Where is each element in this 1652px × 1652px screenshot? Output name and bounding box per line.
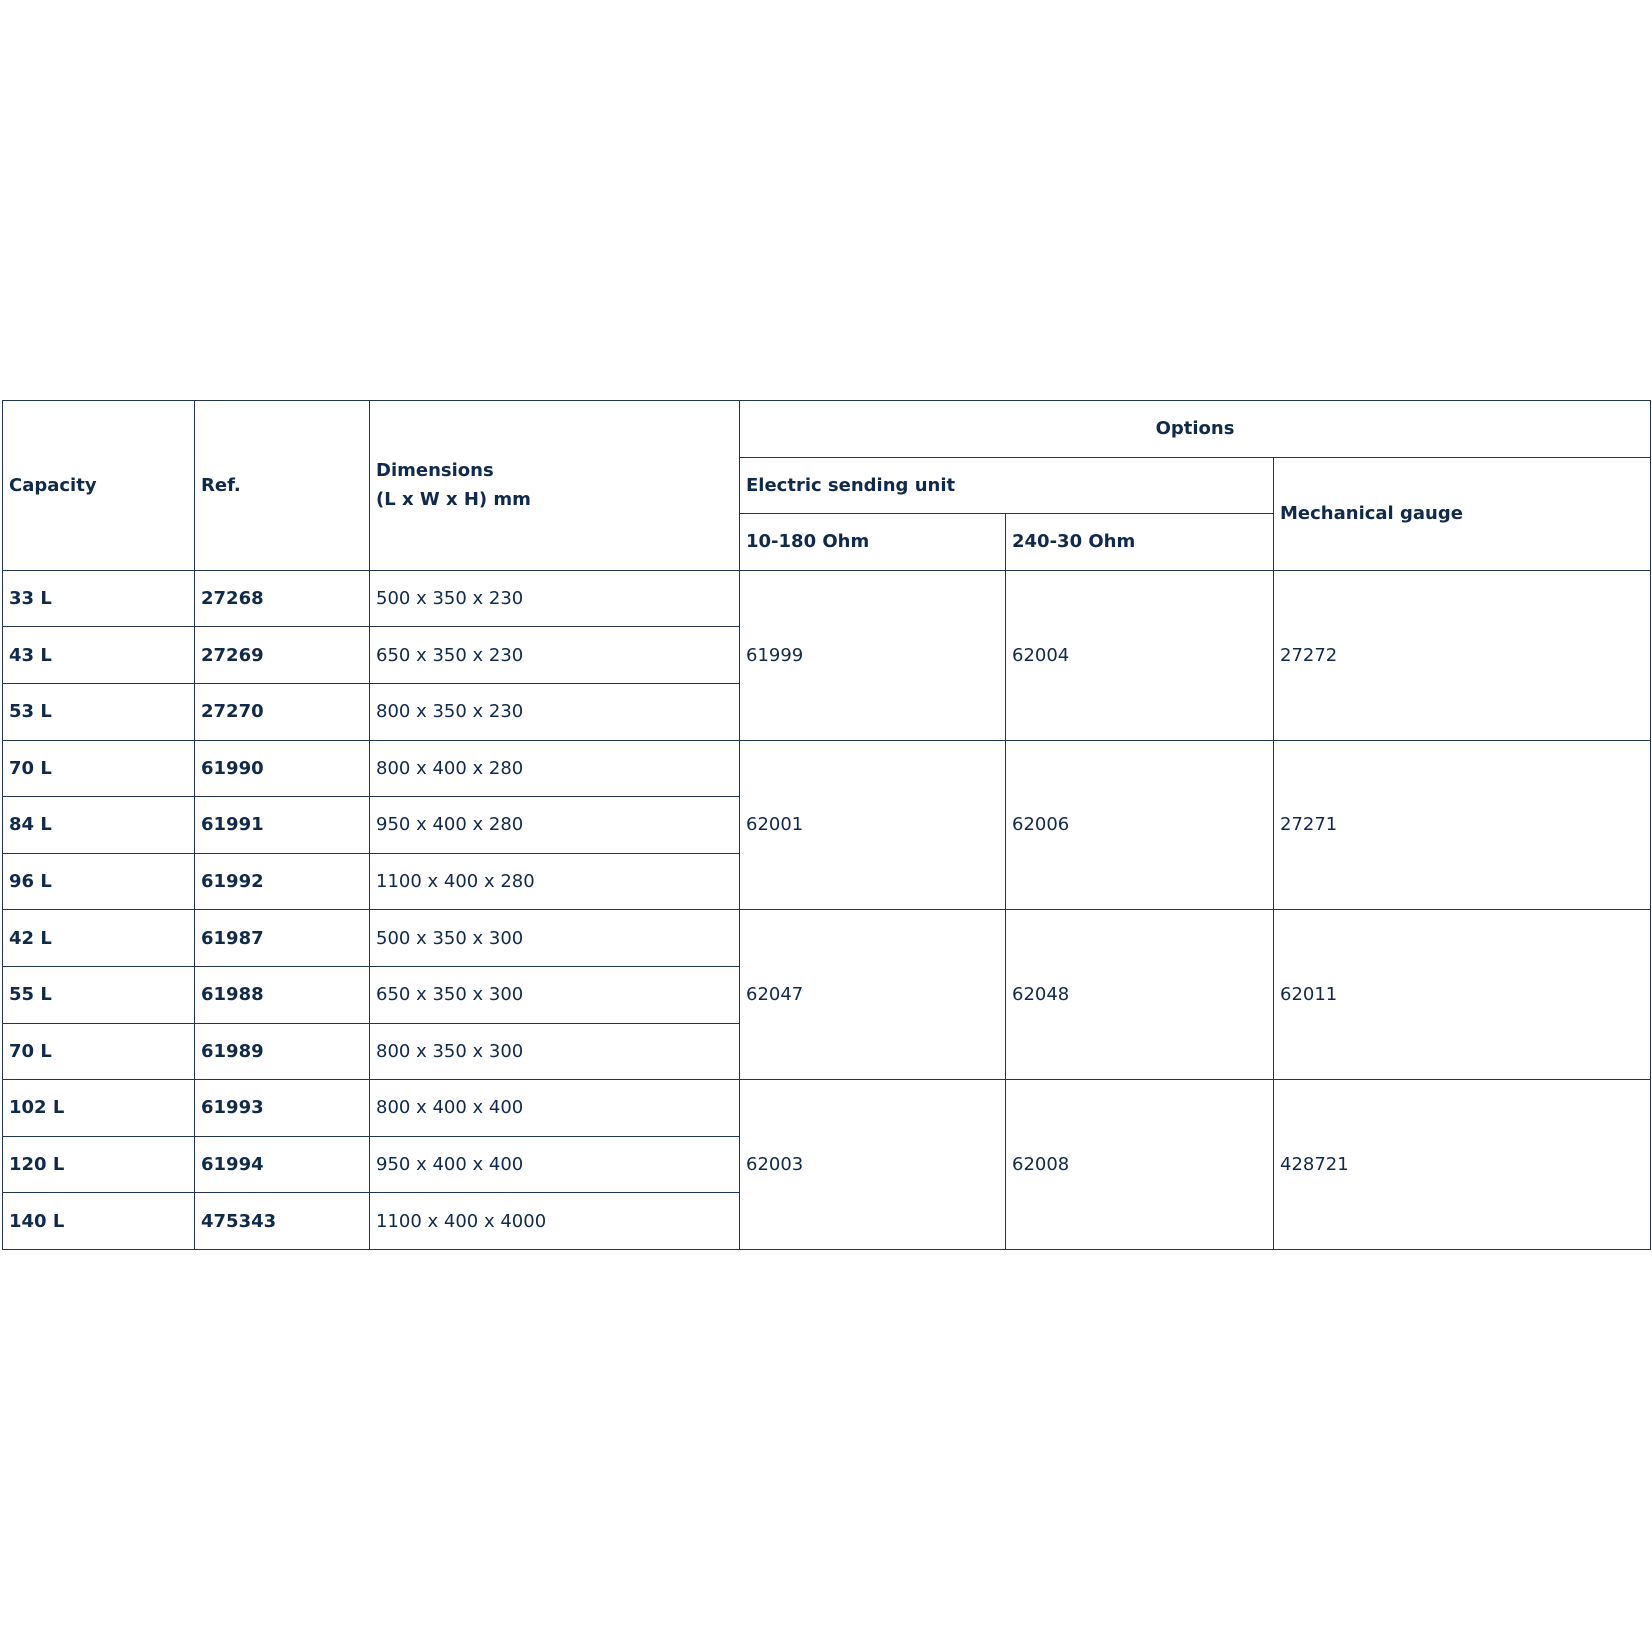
header-electric-sending-unit: Electric sending unit (740, 457, 1274, 514)
ref-cell: 27270 (195, 683, 370, 740)
dimensions-cell: 800 x 350 x 230 (370, 683, 740, 740)
header-options: Options (740, 401, 1651, 458)
table-header (3, 401, 1651, 571)
header-dimensions-line2: (L x W x H) mm (376, 489, 531, 511)
table-row (3, 570, 1651, 627)
ref-cell: 61989 (195, 1023, 370, 1080)
mechanical-gauge-cell: 27271 (1274, 740, 1651, 910)
dimensions-cell: 650 x 350 x 300 (370, 966, 740, 1023)
capacity-cell: 120 L (3, 1136, 195, 1193)
capacity-cell: 96 L (3, 853, 195, 910)
specification-table (2, 400, 1651, 1250)
dimensions-cell: 500 x 350 x 230 (370, 570, 740, 627)
mechanical-gauge-cell: 62011 (1274, 910, 1651, 1080)
table-row (3, 910, 1651, 967)
capacity-cell: 140 L (3, 1193, 195, 1250)
ohm-10-180-cell: 62047 (740, 910, 1006, 1080)
ohm-240-30-cell: 62048 (1006, 910, 1274, 1080)
capacity-cell: 43 L (3, 627, 195, 684)
capacity-cell: 55 L (3, 966, 195, 1023)
ref-cell: 475343 (195, 1193, 370, 1250)
capacity-cell: 33 L (3, 570, 195, 627)
dimensions-cell: 1100 x 400 x 4000 (370, 1193, 740, 1250)
table-row (3, 740, 1651, 797)
capacity-cell: 53 L (3, 683, 195, 740)
ohm-240-30-cell: 62008 (1006, 1080, 1274, 1250)
dimensions-cell: 800 x 350 x 300 (370, 1023, 740, 1080)
capacity-cell: 70 L (3, 1023, 195, 1080)
ohm-10-180-cell: 61999 (740, 570, 1006, 740)
header-dimensions-line1: Dimensions (376, 460, 494, 482)
ref-cell: 61987 (195, 910, 370, 967)
capacity-cell: 42 L (3, 910, 195, 967)
dimensions-cell: 950 x 400 x 280 (370, 797, 740, 854)
ohm-10-180-cell: 62001 (740, 740, 1006, 910)
dimensions-cell: 500 x 350 x 300 (370, 910, 740, 967)
mechanical-gauge-cell: 428721 (1274, 1080, 1651, 1250)
ref-cell: 27269 (195, 627, 370, 684)
ohm-10-180-cell: 62003 (740, 1080, 1006, 1250)
dimensions-cell: 950 x 400 x 400 (370, 1136, 740, 1193)
header-dimensions (370, 401, 740, 571)
header-ohm-10-180: 10-180 Ohm (740, 514, 1006, 571)
ref-cell: 27268 (195, 570, 370, 627)
ref-cell: 61990 (195, 740, 370, 797)
dimensions-cell: 800 x 400 x 280 (370, 740, 740, 797)
capacity-cell: 102 L (3, 1080, 195, 1137)
table-body (3, 570, 1651, 1249)
ref-cell: 61992 (195, 853, 370, 910)
capacity-cell: 70 L (3, 740, 195, 797)
ref-cell: 61988 (195, 966, 370, 1023)
ref-cell: 61993 (195, 1080, 370, 1137)
ohm-240-30-cell: 62004 (1006, 570, 1274, 740)
dimensions-cell: 800 x 400 x 400 (370, 1080, 740, 1137)
table-row (3, 1080, 1651, 1137)
header-capacity: Capacity (3, 401, 195, 571)
capacity-cell: 84 L (3, 797, 195, 854)
header-ohm-240-30: 240-30 Ohm (1006, 514, 1274, 571)
header-ref: Ref. (195, 401, 370, 571)
mechanical-gauge-cell: 27272 (1274, 570, 1651, 740)
dimensions-cell: 1100 x 400 x 280 (370, 853, 740, 910)
header-mechanical-gauge: Mechanical gauge (1274, 457, 1651, 570)
ohm-240-30-cell: 62006 (1006, 740, 1274, 910)
ref-cell: 61994 (195, 1136, 370, 1193)
ref-cell: 61991 (195, 797, 370, 854)
dimensions-cell: 650 x 350 x 230 (370, 627, 740, 684)
